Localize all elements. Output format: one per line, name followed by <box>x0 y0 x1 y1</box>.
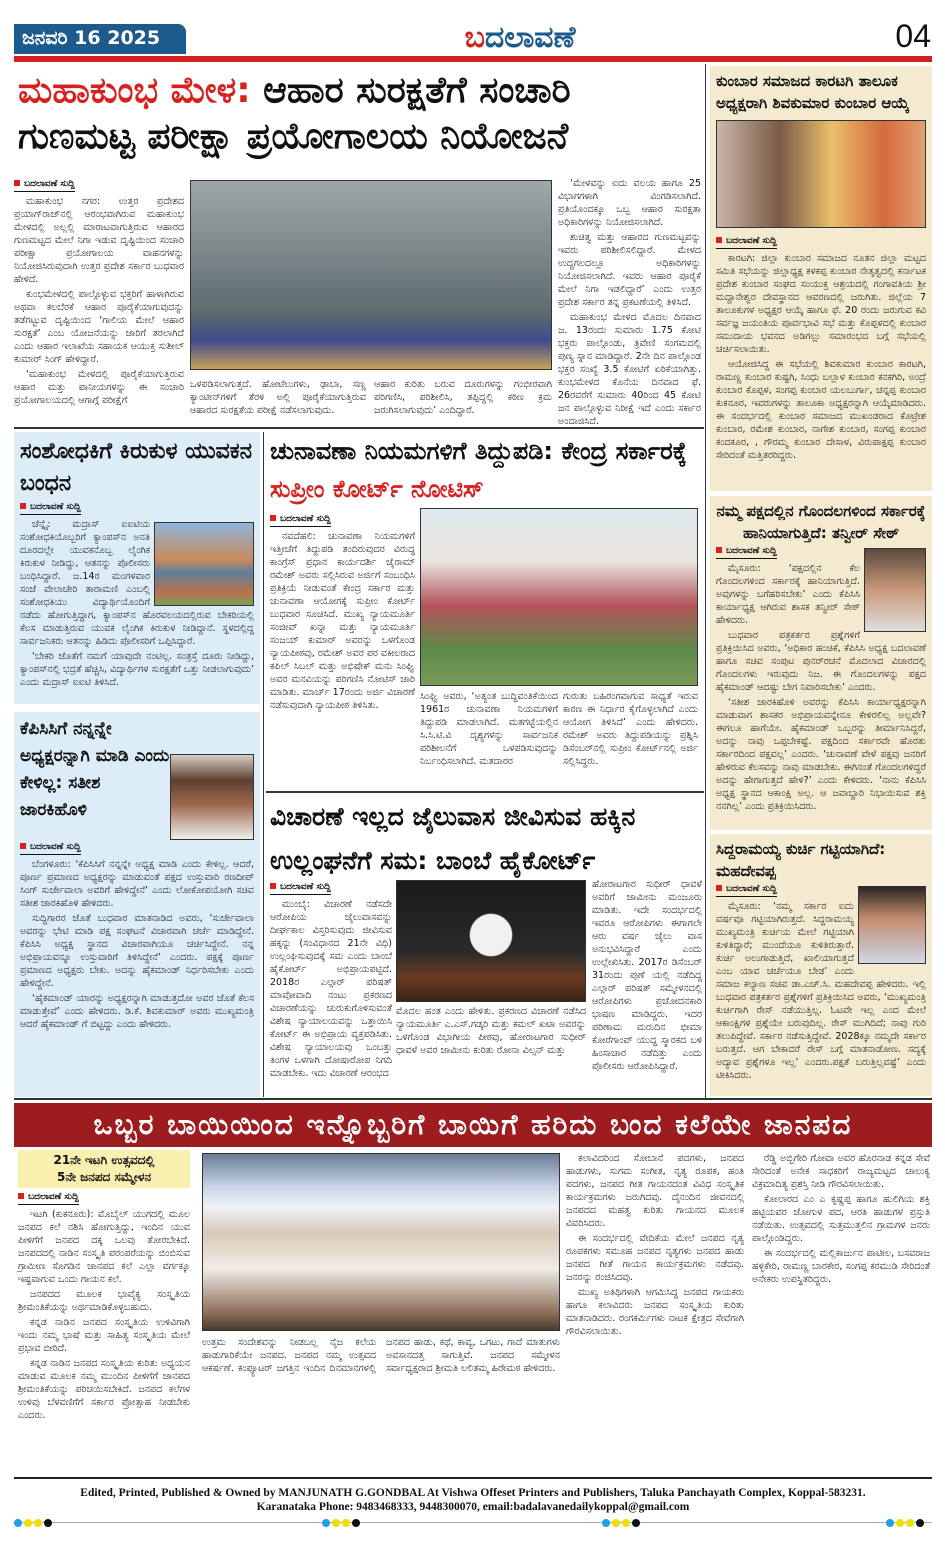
header-rule <box>14 56 932 62</box>
sc-col2: ಸಿಂಘ್ವಿ ಅವರು, ‘ಅತ್ಯಂತ ಬುದ್ಧಿವಂತಿಕೆಯಿಂದ 1961ರ ಚುನಾವಣಾ ನಿಯಮಗಳಿಗೆ ತಿದ್ದುಪಡಿ ಮಾಡಲಾಗಿದೆ. ಮತಗಟ್ಟೆಯಲ್ಲಿನ ಸಿ.ಸಿ.ಟಿ.ವಿ ದೃಶ್ಯಗಳನ್ನು ಸಾರ್ವಜನಿಕ ಪರಿಶೀಲನೆಗೆ ಒಳಪಡಿಸುವುದನ್ನು ನಿರ್ಬಂಧಿಸಲಾಗಿದೆ. ಮತದಾರರ <box>420 691 558 767</box>
folk-banner-headline: ಒಬ್ಬರ ಬಾಯಿಯಿಂದ ಇನ್ನೊಬ್ಬರಿಗೆ ಬಾಯಿಗೆ ಹರಿದು ಬಂದ ಕಲೆಯೇ ಜಾನಪದ <box>14 1103 932 1147</box>
divider <box>266 791 704 793</box>
folk-col1: ಬದಲಾವಣೆ ಸುದ್ದಿ ಇಟಗಿ (ಕುಕನೂರು): ಮೊಬೈಲ್ ಯುಗದಲ್ಲಿ ಮೂಲ ಜನಪದ ಕಲೆ ನಶಿಸಿ ಹೋಗುತ್ತಿದ್ದು, ಇಂದಿನ ಯುವ ಪೀಳಿಗೆಗೆ ಜನಪದ ದಕ್ಕ ಒಲವು ತೋರಬೇಕಿದೆ. ಜನಪದದಲ್ಲಿ ನಾಡಿನ ಸಂಸ್ಕೃತಿ ಪರಂಪರೆಯನ್ನು ಬಿಂಬಿಸುವ ಗ್ರಾಮೀಣ ಸೊಗಡಿನ ಜಾನಪದ ಕಲೆ ಎಲ್ಲಾ ವರ್ಗಕ್ಕೂ ಇಷ್ಟವಾಗುವ ಒಂದು ಗಾಯನ ಕಲೆ. ಜನಪದದ ಮೂಲಕ ಭಾವೈಕ್ಯ ಸಂಸ್ಕೃತಿಯ ಶ್ರೀಮಂತಿಕೆಯನ್ನು ಅರ್ಥಮಾಡಿಕೊಳ್ಳಬಹುದು. ಕನ್ನಡ ನಾಡಿನ ಜನಪದ ಸಂಸ್ಕೃತಿಯ ಉಳಿವಿಗಾಗಿ ಇಂದು ನಮ್ಮ ಭಾಷೆ ಮತ್ತು ಸಾಹಿತ್ಯ ಸಂಸ್ಕೃತಿಯ ಮೇಲೆ ಪ್ರಭಾವ ಬೀರಿದೆ. ಕನ್ನಡ ನಾಡಿನ ಜನಪದ ಸಂಸ್ಕೃತಿಯ ಕುರಿತು ಅಧ್ಯಯನ ಮಾಡುವ ಮೂಲಕ ನಮ್ಮ ಮುಂದಿನ ಪೀಳಿಗೆಗೆ ಜಾನಪದ ಶ್ರೀಮಂತಿಕೆಯನ್ನು ಪರಿಚಯಿಸಬೇಕಿದೆ. ಜನಪದ ಕಲೆಗಳ ಉಳಿವು ಬೆಳವಣಿಗೆಗೆ ಸರ್ಕಾರ ಪ್ರೋತ್ಸಾಹ ನೀಡಬೇಕು ಎಂದರು. <box>18 1192 190 1421</box>
iit-building-photo <box>154 522 254 606</box>
folk-col3: ಕಲಾವಿದರಿಂದ ಸೋಬಾನೆ ಪದಗಳು, ಜನಪದ ಹಾಡುಗಳು, ಸುಗಮ ಸಂಗೀತ, ನೃತ್ಯ ರೂಪಕ, ಹಂತಿ ಪದಗಳು, ಜನಪದ ಗೀತ ಗಾಯನದಂತ ವಿವಿಧ ಸಂಸ್ಕೃತಿಕ ಕಾರ್ಯಕ್ರಮಗಳು ಜರುಗಿದವು. ದೈನಂದಿನ ಜೀವನದಲ್ಲಿ ಜನಪದದ ಮಹತ್ವ ಕುರಿತು ಗಾಯನದ ಮೂಲಕ ವಿವರಿಸಿದರು. ಈ ಸಂದರ್ಭದಲ್ಲಿ ವೇದಿಕೆಯ ಮೇಲೆ ಜನಪದ ನೃತ್ಯ ರೂಪಕಗಳು ಸಮೂಹ ಜನಪದ ನೃತ್ಯಗಳು ಜನಪದ ಹಾಡು ಜನಪದ ಗೀತೆ ಗಾಯನ ಕಾರ್ಯಕ್ರಮಗಳು ನಡೆದವು. ಜನರನ್ನು ರಂಜಿಸಿದವು. ಮುಖ್ಯ ಅತಿಥಿಗಳಾಗಿ ಆಗಮಿಸಿದ್ದ ಜನಪದ ಗಾಯಕರು ಹಾಗೂ ಕಲಾವಿದರು ಜನಪದ ಸಂಸ್ಕೃತಿಯ ಕುರಿತು ಮಾತನಾಡಿದರು. ರಂಗಕರ್ಮಿಗಳು ನಾಟಕ ಕ್ಷೇತ್ರದ ಸೇವೆಗಾಗಿ ಗೌರವಿಸಲಾಯಿತು. <box>566 1153 744 1337</box>
divider <box>263 432 264 1097</box>
folk-event-photo <box>202 1153 560 1331</box>
kpcc-story: ಕೆಪಿಸಿಸಿಗೆ ನನ್ನನ್ನೇ ಅಧ್ಯಕ್ಷರನ್ನಾಗಿ ಮಾಡಿ ಎಂದು ಕೇಳಿಲ್ಲ: ಸತೀಶ ಜಾರಕಿಹೊಳಿ ಬದಲಾವಣೆ ಸುದ್ದಿ ಬೆಂಗಳೂರು: ‘ಕೆಪಿಸಿಸಿಗೆ ನನ್ನನ್ನೇ ಅಧ್ಯಕ್ಷ ಮಾಡಿ ಎಂದು ಕೇಳಿಲ್ಲ. ಆದರೆ, ಪೂರ್ಣ ಪ್ರಮಾಣದ ಅಧ್ಯಕ್ಷರನ್ನು ಮಾಡುವಂತೆ ಪಕ್ಷದ ಉಸ್ತುವಾರಿ ರಣದೀಪ್ ಸಿಂಗ್ ಸುರ್ಜೇವಾಲಾ ಅವರಿಗೆ ಹೇಳಿದ್ದೇನೆ’ ಎಂದು ಲೋಕೋಪಯೋಗಿ ಸಚಿವ ಸತೀಶ ಜಾರಕಿಹೊಳಿ ಹೇಳಿದರು. ಸುದ್ದಿಗಾರರ ಜೊತೆ ಬುಧವಾರ ಮಾತನಾಡಿದ ಅವರು, ‘ಸುರ್ಜೇವಾಲಾ ಅವರನ್ನು ಭೇಟಿ ಮಾಡಿ ಪಕ್ಷ ಸಂಘಟನೆ ವಿಚಾರವಾಗಿ ಚರ್ಚೆ ಮಾಡಿದ್ದೇನೆ. ಕೆಪಿಸಿಸಿ ಅಧ್ಯಕ್ಷ ಸ್ಥಾನದ ವಿಚಾರವಾಗಿಯೂ ಚರ್ಚಿಸಿದ್ದೇನೆ. ನನ್ನ ಅಭಿಪ್ರಾಯವನ್ನೂ ಉಸ್ತುವಾರಿಗೆ ತಿಳಿಸಿದ್ದೇನೆ’ ಎಂದರು. ಪಕ್ಷಕ್ಕೆ ಪೂರ್ಣ ಪ್ರಮಾಣದ ಅಧ್ಯಕ್ಷರು ಬೇಕು. ಅದನ್ನು ಹೈಕಮಾಂಡ್ ನಿರ್ಧರಿಸಬೇಕು ಎಂದು ಹೇಳಿದ್ದೇನೆ. ‘ಹೈಕಮಾಂಡ್ ಯಾರನ್ನು ಅಧ್ಯಕ್ಷರನ್ನಾಗಿ ಮಾಡುತ್ತದೋ ಅವರ ಜೊತೆ ಕೆಲಸ ಮಾಡುತ್ತೇವೆ’ ಎಂದು ಹೇಳಿದರು. ಡಿ.ಕೆ. ಶಿವಕುಮಾರ್ ಅವರು ಮುಖ್ಯಮಂತ್ರಿ ಆದರೆ ಹೈಕಮಾಂಡ್ ಗೆ ಬಿಟ್ಟದ್ದು ಎಂದು ಹೇಳಿದರು. <box>14 712 260 1097</box>
bombay-caption: ಮೊದಲ ಹಂತ ಎಂದು ಹೇಳಿತು. ಪ್ರಕರಣದ ವಿಚಾರಣೆ ನಡೆಸಿದ ನ್ಯಾಯಮೂರ್ತಿ ಎ.ಎಸ್.ಗಡ್ಕರಿ ಮತ್ತು ಕಮಲ್ ಖಟಾ ಅವರನ್ನು ಒಳಗೊಂಡ ವಿಭಾಗೀಯ ಪೀಠವು, ಹೋರಾಟಗಾರ ಸುಧೀರ್ ಧಾವಳೆ ಅವರ ಜಾಮೀನು ಕುರಿತು ರೋನಾ ವಿಲ್ಸನ್ ಮತ್ತು <box>396 1006 586 1056</box>
bombay-col3: ಹೋರಾಟಗಾರ ಸುಧೀರ್ ಧಾವಳೆ ಅವರಿಗೆ ಜಾಮೀನು ಮಂಜೂರು ಮಾಡಿತು. ಇದೇ ಸಂದರ್ಭದಲ್ಲಿ ಇವರೂ ಆರೋಪಿಗಳು ಈಗಾಗಲೇ ಆರು ವರ್ಷ ಜೈಲು ವಾಸ ಅನುಭವಿಸಿದ್ದಾರೆ ಎಂದು ಉಲ್ಲೇಖಿಸಿತು. 2017ರ ಡಿಸೆಂಬರ್ 31ರಂದು ಪುಣೆ ಯಲ್ಲಿ ನಡೆದಿದ್ದ ಎಲ್ಗಾರ್ ಪರಿಷತ್ ಸಮ್ಮೇಳನದಲ್ಲಿ ಆರೋಪಿಗಳು ಪ್ರಚೋದನಕಾರಿ ಭಾಷಣ ಮಾಡಿದ್ದರು. ಇದರ ಪರಿಣಾಮ ಮರುದಿನ ಭೀಮಾ ಕೋರೆಗಾಂವ್ ಯುದ್ಧ ಸ್ಮಾರಕದ ಬಳಿ ಹಿಂಸಾಚಾರ ನಡೆದಿತ್ತು ಎಂದು ಪೊಲೀಸರು ಆರೋಪಿಸಿದ್ದಾರೆ. <box>592 879 702 1072</box>
divider <box>14 427 704 429</box>
divider <box>14 1098 932 1100</box>
folk-caption: ಉತ್ತಮ ಸಂದೇಶವನ್ನು ನೀಡಬಲ್ಲ ನೈಜ ಕಲೆಯ ಹಾಡುಗಾರಿಕೆಯೇ ಜನಪದ. ಜನಪದ ನಮ್ಮ ಉತ್ಸವದ ಆಕರ್ಷಣೆ. ಕಂಪ್ಯೂಟರ್ ಜಗತ್ತಿನ ಇಂದಿನ ದಿನಮಾನಗಳಲ್ಲಿ ಜನಪದ ಹಾಡು, ಕಥೆ, ಕಾವ್ಯ, ಒಗಟು, ಗಾದೆ ಮಾತುಗಳು ಅವಸಾನದತ್ತ ಸಾಗುತ್ತಿವೆ. ಜನಪದ ಸಮ್ಮೇಳನ ಸರ್ವಾಧ್ಯಕ್ಷರಾದ ಶ್ರೀಮತಿ ಲಲಿತಮ್ಮ ಹಿರೇಮಠ ಹೇಳಿದರು. <box>202 1337 560 1374</box>
shivakumar-photo <box>716 120 926 228</box>
kumbara-story: ಕುಂಬಾರ ಸಮಾಜದ ಕಾರಟಗಿ ತಾಲೂಕ ಅಧ್ಯಕ್ಷರಾಗಿ ಶಿವಕುಮಾರ ಕುಂಬಾರ ಆಯ್ಕೆ ಬದಲಾವಣೆ ಸುದ್ದಿ ಕಾರಟಗಿ: ಜಿಲ್ಲಾ ಕುಂಬಾರ ಸಮಾಜದ ನೂತನ ಜಿಲ್ಲಾ ಮಟ್ಟದ ಸಮಿತಿ ಸಭೆಯನ್ನು ಜಿಲ್ಲಾಧ್ಯಕ್ಷ ಕಳಕಪ್ಪ ಕುಂಬಾರ ನೇತೃತ್ವದಲ್ಲಿ ಕರ್ನಾಟಕ ಪ್ರದೇಶ ಕುಂಬಾರ ಸಂಘದ ಸಂಯುಕ್ತ ಆಶ್ರಯದಲ್ಲಿ ಗಂಗಾವತಿಯ ಶ್ರೀ ಮದ್ದಾನೇಶ್ವರ ದೇವಸ್ಥಾನದ ಆವರಣದಲ್ಲಿ ಜರುಗಿತು. ಜಿಲ್ಲೆಯ 7 ತಾಲೂಕುಗಳ ಅಧ್ಯಕ್ಷರ ಆಯ್ಕೆ ಹಾಗೂ ಫೆ. 20 ರಂದು ಜರುಗುವ ಕವಿ ಸರ್ವಜ್ಞ ಜಯಂತಿಯ ಪೂರ್ವಭಾವಿ ಸಭೆ ಮತ್ತು ಕೊಪ್ಪಳದಲ್ಲಿ ಕುಂಬಾರ ಸಮುದಾಯ ಭವನದ ಅಡಿಗಲ್ಲು ಸಮಾರಂಭದ ಬಗ್ಗೆ ಸಭೆಯಲ್ಲಿ ಚರ್ಚಿಸಲಾಯಿತು. ಆಯೋಜಿಸಿದ್ದ ಈ ಸಭೆಯಲ್ಲಿ ಶಿವಕುಮಾರ ಕುಂಬಾರ ಕಾರಟಗಿ, ರಾಮಣ್ಣ ಕುಂಬಾರ ಕುಷ್ಟಗಿ, ಸಿಂಧು ಬಲ್ಲಾಳ ಕುಂಬಾರ ಕನಕಗಿರಿ, ಅಂದ್ರೆ ಕುಂಬಾರ ಕೊಪ್ಪಳ, ಸಂಗಪ್ಪ ಕುಂಬಾರ ಯಲಬುರ್ಗಾ, ಚನ್ನಪ್ಪ ಕುಂಬಾರ ಕುಕನೂರ, ಇವರುಗಳನ್ನು ತಾಲೂಕಾ ಅಧ್ಯಕ್ಷರನ್ನಾಗಿ ಆಯ್ಕೆಮಾಡಿದರು. ಈ ಸಂದರ್ಭದಲ್ಲಿ ಕುಂಬಾರ ಸಮಾಜದ ಮುಖಂಡರಾದ ಕೊಟ್ರೇಶ ಕುಂಬಾರ, ರಮೇಶ ಕುಂಬಾರ, ನಾಗೇಶ ಕುಂಬಾರ, ಸಂಗಪ್ಪ ಕುಂಬಾರ ಕಂದಕೂರ, , ಗೌರಮ್ಮ ಕುಂಬಾರ ದೇಸಾಳ, ವಿರುಪಾಕ್ಷಪ್ಪ ಕುಂಬಾರ ಸೇರಿದಂತೆ ಮತ್ತಿತರರಿದ್ದರು. <box>710 66 932 491</box>
issue-date: ಜನವರಿ 16 2025 <box>14 24 186 54</box>
siddaramaiah-story: ಸಿದ್ದರಾಮಯ್ಯ ಕುರ್ಚಿ ಗಟ್ಟಿಯಾಗಿದೆ: ಮಹದೇವಪ್ಪ ಬದಲಾವಣೆ ಸುದ್ದಿ ಮೈಸೂರು: ‘ನಮ್ಮ ಸರ್ಕಾರ ಐದು ವರ್ಷವೂ ಗಟ್ಟಿಯಾಗಿರುತ್ತದೆ. ಸಿದ್ದರಾಮಯ್ಯ ಮುಖ್ಯಮಂತ್ರಿ ಕುರ್ಚಿಯ ಮೇಲೆ ಗಟ್ಟಿಯಾಗಿ ಕುಳಿತಿದ್ದಾರೆ; ಮುಂದೆಯೂ ಕುಳಿತಿರುತ್ತಾರೆ. ಕುರ್ಚಿ ಅಲುಗಾಡುತ್ತಿದೆ, ಖಾಲಿಯಾಗುತ್ತದೆ ಎಂಬ ಯಾವ ಚರ್ಚೆಯೂ ಬೇಡ’ ಎಂದು ಸಮಾಜ ಕಲ್ಯಾಣ ಸಚಿವ ಡಾ.ಎಚ್.ಸಿ. ಮಹದೇವಪ್ಪ ಹೇಳಿದರು. ಇಲ್ಲಿ ಬುಧವಾರ ಪತ್ರಕರ್ತರ ಪ್ರಶ್ನೆಗಳಿಗೆ ಪ್ರತಿಕ್ರಿಯಿಸಿದ ಅವರು, ‘ಮುಖ್ಯಮಂತ್ರಿ ಕುರ್ಚಿಗಾಗಿ ರೇಸ್ ನಡೆಯುತ್ತಿಲ್ಲ. ಓಟವೇ ಇಲ್ಲ ಎಂದ ಮೇಲೆ ಆಕಾಂಕ್ಷಿಗಳ ಪ್ರಶ್ನೆಯೇ ಬರುವುದಿಲ್ಲ. ರೇಸ್ ಮುಗಿದಿದೆ; ನಾವು ಗುರಿ ತಲುಪಿದ್ದೇವೆ. ಸರ್ಕಾರ ನಡೆಸುತ್ತಿದ್ದೇವೆ. 2028ಕ್ಕೂ ನಮ್ಮದೇ ಸರ್ಕಾರ ಬರುತ್ತದೆ. ಆಗ ಬೇಕಾದರೆ ರೇಸ್ ಬಗ್ಗೆ ಮಾತನಾಡೋಣ. ಸದ್ಯಕ್ಕೆ ಅದ್ಯಾವ ಪ್ರಶ್ನೆಗಳೂ ಇಲ್ಲ’ ಎಂದರು.ಪಕ್ಷತೆ ಬರುತ್ತಿಲ್ಲವಷ್ಟೆ’ ಎಂದು ಟೀಕಿಸಿದರು. <box>710 834 932 1096</box>
tanveer-story: ನಮ್ಮ ಪಕ್ಷದಲ್ಲಿನ ಗೊಂದಲಗಳಿಂದ ಸರ್ಕಾರಕ್ಕೆ ಹಾನಿಯಾಗುತ್ತಿದೆ: ತನ್ವೀರ್ ಸೇಠ್ ಬದಲಾವಣೆ ಸುದ್ದಿ ಮೈಸೂರು: ‘ಪಕ್ಷದಲ್ಲಿನ ಕೆಲ ಗೊಂದಲಗಳಿಂದ ಸರ್ಕಾರಕ್ಕೆ ಹಾನಿಯಾಗುತ್ತಿದೆ. ಅವುಗಳನ್ನು ಬಗೆಹರಿಸಬೇಕು’ ಎಂದು ಕೆಪಿಸಿಸಿ ಕಾರ್ಯಾಧ್ಯಕ್ಷ ಆಗಿರುವ ಶಾಸಕ ತನ್ವೀರ್ ಸೇಠ್ ಹೇಳಿದರು. ಬುಧವಾರ ಪತ್ರಕರ್ತರ ಪ್ರಶ್ನೆಗಳಿಗೆ ಪ್ರತಿಕ್ರಿಯಿಸಿದ ಅವರು, ‘ಅಧಿಕಾರ ಹಂಚಿಕೆ, ಕೆಪಿಸಿಸಿ ಅಧ್ಯಕ್ಷ ಬದಲಾವಣೆ ಹಾಗೂ ಸಚಿವ ಸಂಪುಟ ಪುನರ್‌ರಚನೆ ಮೊದಲಾದ ವಿಚಾರದಲ್ಲಿ ಗೊಂದಲಗಳು ಇರುವುದು ನಿಜ. ಈ ಗೊಂದಲಗಳನ್ನು ಪಕ್ಷದ ಹೈಕಮಾಂಡ್ ಆದಷ್ಟು ಬೇಗ ನಿವಾರಿಸಬೇಕು’ ಎಂದರು. ‘ಸತೀಶ ಜಾರಕಿಹೊಳಿ ಅವರನ್ನು ಕೆಪಿಸಿಸಿ ಕಾರ್ಯಾಧ್ಯಕ್ಷರನ್ನಾಗಿ ಮಾಡುವಾಗ ಶಾಸಕರ ಅಭಿಪ್ರಾಯವನ್ನೇನೂ ಕೇಳಿರಲಿಲ್ಲ ಅಲ್ಲವೇ? ಈಗಲೂ ಹಾಗೆಯೇ. ಹೈಕಮಾಂಡ್ ಒಬ್ಬರನ್ನು ತೀರ್ಮಾನಿಸಿದ್ದರೆ, ಅದನ್ನು ನಾವು ಒಪ್ಪಬೇಕಷ್ಟೆ. ಪಕ್ಷದಿಂದ ಸರ್ಕಾರವೇ ಹೊರತು ಸರ್ಕಾರದಿಂದ ಪಕ್ಷವಲ್ಲ’ ಎಂದರು. ‘ಚುನಾವಣೆ ವೇಳೆ ಪಕ್ಷವು ಜನರಿಗೆ ಹೇಳಿರುವ ಕೆಲಸವನ್ನು ನಾವು ಮಾಡಬೇಕು. ಈಗಿನಂತೆ ಗೊಂದಲಗಳಿದ್ದರೆ ಅದನ್ನು ಹೇಗಾಗುತ್ತದೆ ಹೇಳಿ?’ ಎಂದು ಕೇಳಿದರು. ‘ನಾನು ಕೆಪಿಸಿಸಿ ಅಧ್ಯಕ್ಷ ಸ್ಥಾನದ ಆಕಾಂಕ್ಷಿ ಅಲ್ಲ. ಆ ಜವಾಬ್ದಾರಿ ನಿಭಾಯಿಸುವ ಶಕ್ತಿ ನನಗಿಲ್ಲ’ ಎಂದು ಪ್ರತಿಕ್ರಿಯಿಸಿದರು. <box>710 496 932 830</box>
registration-marks <box>14 1519 52 1527</box>
lead-photo-caption-1: ಒಳಪಡಿಸಲಾಗುತ್ತದೆ. ಹೋಟೆಲುಗಳು, ಢಾಬಾ, ಸಣ್ಣ ಕ್ಯಾಂಟೀನ್‌ಗಳಿಗೆ ತೆರಳಿ ಅಲ್ಲಿ ಪೂರೈಕೆಯಾಗುತ್ತಿರುವ ಆಹಾರದ ಸುರಕ್ಷತೆಯ ಪರೀಕ್ಷೆ ನಡೆಸಲಾಗುವುದು. <box>190 379 366 416</box>
lead-photo-caption-2: ಆಹಾರ ಕುರಿತು ಬರುವ ದೂರುಗಳನ್ನು ಗಂಭೀರವಾಗಿ ಪರಿಗಣಿಸಿ, ಪರಿಶೀಲಿಸಿ, ತಪ್ಪಿದ್ದಲ್ಲಿ ಕಠಿಣ ಕ್ರಮ ಜರುಗಿಸಲಾಗುವುದು’ ಎಂದಿದ್ದಾರೆ. <box>374 379 552 416</box>
lead-col3: ‘ಮೇಳವನ್ನು ಐದು ವಲಯ ಹಾಗೂ 25 ವಿಭಾಗಗಳಾಗಿ ವಿಂಗಡಿಸಲಾಗಿದೆ. ಪ್ರತಿಯೊಂದಕ್ಕೂ ಒಬ್ಬ ಆಹಾರ ಸುರಕ್ಷತಾ ಅಧಿಕಾರಿಗಳನ್ನು ನಿಯೋಜಿಸಲಾಗಿದೆ. ಶುಚಿತ್ವ ಮತ್ತು ಆಹಾರದ ಗುಣಮಟ್ಟವನ್ನು ಇವರು ಪರಿಶೀಲಿಸಲಿದ್ದಾರೆ. ಮೇಳದ ಉದ್ದಗಲದಲ್ಲೂ ಅಧಿಕಾರಿಗಳನ್ನು ನಿಯೋಜಿಸಲಾಗಿದೆ. ಇವರು ಆಹಾರ ಪೂರೈಕೆ ಮೇಲೆ ನಿಗಾ ಇಡಲಿದ್ದಾರೆ’ ಎಂದು ಉತ್ತರ ಪ್ರದೇಶ ಸರ್ಕಾರ ತನ್ನ ಪ್ರಕಟಣೆಯಲ್ಲಿ ತಿಳಿಸಿದೆ. ಮಹಾಕುಂಭ ಮೇಳದ ಮೊದಲ ದಿನವಾದ ಜ. 13ರಂದು ಸುಮಾರು 1.75 ಕೋಟಿ ಭಕ್ತರು ಪಾಲ್ಗೊಂಡು, ತ್ರಿವೇಣಿ ಸಂಗಮದಲ್ಲಿ ಪುಣ್ಯ ಸ್ನಾನ ಮಾಡಿದ್ದಾರೆ. 2ನೇ ದಿನ ಪಾಲ್ಗೊಂಡ ಭಕ್ತರ ಸಂಖ್ಯೆ 3.5 ಕೋಟಿಗೆ ಏರಿಕೆಯಾಗಿತ್ತು. ಕುಂಭಮೇಳದ ಕೊನೆಯ ದಿನವಾದ ಫೆ. 26ರವರೆಗೆ ಸುಮಾರು 40ರಿಂದ 45 ಕೋಟಿ ಜನ ಪಾಲ್ಗೊಳ್ಳುವ ನಿರೀಕ್ಷೆ ಇದೆ ಎಂದು ಸರ್ಕಾರ ಅಂದಾಜಿಸಿದೆ. <box>558 178 701 427</box>
lead-col1: ಬದಲಾವಣೆ ಸುದ್ದಿ ಮಹಾಕುಂಭ ನಗರ: ಉತ್ತರ ಪ್ರದೇಶದ ಪ್ರಯಾಗ್‌ರಾಜ್‌ನಲ್ಲಿ ಆರಂಭವಾಗಿರುವ ಮಹಾಕುಂಭ ಮೇಳದಲ್ಲಿ ಅಲ್ಲಲ್ಲಿ ಮಾರಾಟವಾಗುತ್ತಿರುವ ಆಹಾರದ ಗುಣಮಟ್ಟದ ಮೇಲೆ ನಿಗಾ ಇಡುವ ದೃಷ್ಟಿಯಿಂದ ಸಂಚಾರಿ ಪರೀಕ್ಷಾ ಪ್ರಯೋಗಾಲಯ ವಾಹನಗಳನ್ನು ನಿಯೋಜಿಸಿರುವುದಾಗಿ ಉತ್ತರ ಪ್ರದೇಶ ಸರ್ಕಾರ ಬುಧವಾರ ಹೇಳಿದೆ. ಕುಂಭಮೇಳದಲ್ಲಿ ಪಾಲ್ಗೊಳ್ಳುವ ಭಕ್ತರಿಗೆ ಹಾಳಾಗಿರುವ ಅಥವಾ ಕಲಬೆರಕೆ ಆಹಾರ ಪೂರೈಕೆಯಾಗುವುದನ್ನು ತಡೆಗಟ್ಟುವ ದೃಷ್ಟಿಯಿಂದ ‘ಗಾಲಿಯ ಮೇಲೆ ಆಹಾರ ಸುರಕ್ಷತೆ’ ಎಂಬ ಯೋಜನೆಯನ್ನು ಜಾರಿಗೆ ತರಲಾಗಿದೆ ಎಂದು ಆಹಾರ ಇಲಾಖೆಯ ಸಹಾಯಕ ಆಯುಕ್ತ ಸುಶೀಲ್ ಕುಮಾರ್ ಸಿಂಗ್ ಹೇಳಿದ್ದಾರೆ. ‘ಮಹಾಕುಂಭ ಮೇಳದಲ್ಲಿ ಪೂರೈಕೆಯಾಗುತ್ತಿರುವ ಆಹಾರ ಮತ್ತು ಪಾನೀಯಗಳನ್ನು ಈ ಸಂಚಾರಿ ಪ್ರಯೋಗಾಲಯದಲ್ಲಿ ಆಗಾಗ್ಗೆ ಪರೀಕ್ಷೆಗೆ <box>14 179 184 406</box>
research-story: ಸಂಶೋಧಕಿಗೆ ಕಿರುಕುಳ ಯುವಕನ ಬಂಧನ ಬದಲಾವಣೆ ಸುದ್ದಿ ಚೆನ್ನೈ: ಮದ್ರಾಸ್ ಐಐಟಿಯ ಸಂಶೋಧಕಿಯೊಬ್ಬರಿಗೆ ಕ್ಯಾಂಪಸ್‌ನ ಅನತಿ ದೂರದಲ್ಲೇ ಯುವಕನೊಬ್ಬ ಲೈಂಗಿಕ ಕಿರುಕುಳ ನೀಡಿದ್ದು, ಆತನನ್ನು ಪೊಲೀಸರು ಬಂಧಿಸಿದ್ದಾರೆ. ಜ.14ರ ಮಂಗಳವಾರ ಸಂಜೆ ವೇಲಾಚೇರಿ ತಾರಾಮಣಿ ಎಂಬಲ್ಲಿ ಸಂಶೋಧಕಿಯು ವಿದ್ಯಾರ್ಥಿಯೊಂದಿಗೆ ನಡೆದು ಹೋಗುತ್ತಿದ್ದಾಗ, ಕ್ಯಾಂಪಸ್‌ನ ಹೊರವಲಯದಲ್ಲಿರುವ ಬೇಕರಿಯಲ್ಲಿ ಕೆಲಸ ಮಾಡುತ್ತಿರುವ ಯುವಕ ಲೈಂಗಿಕ ಕಿರುಕುಳ ನೀಡಿದ್ದಾನೆ. ಸ್ಥಳದಲ್ಲಿದ್ದ ಸಾರ್ವಜನಿಕರು ಆತನನ್ನು ಹಿಡಿದು ಪೊಲೀಸರಿಗೆ ಒಪ್ಪಿಸಿದ್ದಾರೆ. ‘ಬೇಕರಿ ಜೊತೆಗೆ ನಮಗೆ ಯಾವುದೇ ನಂಟಿಲ್ಲ. ಸಂತ್ರಸ್ತೆ ದೂರು ನೀಡಿದ್ದು, ಕ್ಯಾಂಪಸ್‌ನಲ್ಲಿ ಭದ್ರತೆ ಹೆಚ್ಚಿಸಿ, ವಿದ್ಯಾರ್ಥಿಗಳ ಸುರಕ್ಷತೆಗೆ ಒತ್ತು ನೀಡಲಾಗುವುದು’ ಎಂದು ಮದ್ರಾಸ್ ಐಐಟಿ ತಿಳಿಸಿದೆ. <box>14 432 260 704</box>
imprint-line: Edited, Printed, Published & Owned by MANJUNATH G.GONDBAL At Vishwa Offeset Printers and Publishers, Taluka Panchayath Complex, Koppal-583231. Karanataka Phone: 9483468333, 9448300070, email:badalavanedailykoppal@gmail.com <box>80 1487 866 1513</box>
tanveer-sait-photo <box>864 548 926 632</box>
supreme-court-photo <box>420 508 698 686</box>
folk-subhead: 21ನೇ ಇಟಗಿ ಉತ್ಸವದಲ್ಲಿ 5ನೇ ಜನಪದ ಸಮ್ಮೇಳನ <box>18 1150 190 1188</box>
registration-marks <box>602 1519 640 1527</box>
registration-rule <box>14 1522 932 1523</box>
kumbara-headline: ಕುಂಬಾರ ಸಮಾಜದ ಕಾರಟಗಿ ತಾಲೂಕ ಅಧ್ಯಕ್ಷರಾಗಿ ಶಿವಕುಮಾರ ಕುಂಬಾರ ಆಯ್ಕೆ <box>716 72 910 112</box>
registration-marks <box>886 1519 924 1527</box>
page-number: 04 <box>895 18 931 54</box>
lead-headline: ಮಹಾಕುಂಭ ಮೇಳ: ಆಹಾರ ಸುರಕ್ಷತೆಗೆ ಸಂಚಾರಿ ಗುಣಮಟ್ಟ ಪರೀಕ್ಷಾ ಪ್ರಯೋಗಾಲಯ ನಿಯೋಜನೆ <box>18 70 571 157</box>
kumbh-bathers-photo <box>190 180 552 370</box>
bombay-hc-headline: ವಿಚಾರಣೆ ಇಲ್ಲದ ಜೈಲುವಾಸ ಜೀವಿಸುವ ಹಕ್ಕಿನ ಉಲ್ಲಂಘನೆಗೆ ಸಮ: ಬಾಂಬೆ ಹೈಕೋರ್ಟ್ <box>270 802 636 875</box>
mahadevappa-photo <box>858 886 926 964</box>
gavel-photo <box>396 880 586 1002</box>
registration-marks <box>322 1519 360 1527</box>
divider <box>705 64 706 1099</box>
bombay-col1: ಬದಲಾವಣೆ ಸುದ್ದಿ ಮುಂಬೈ: ವಿಚಾರಣೆ ನಡೆಸದೇ ಆರೋಪಿಯ ಜೈಲುವಾಸವನ್ನು ದೀರ್ಘಕಾಲ ವಿಸ್ತರಿಸುವುದು ಜೀವಿಸುವ ಹಕ್ಕನ್ನು (ಸಂವಿಧಾನದ 21ನೇ ವಿಧಿ) ಉಲ್ಲಂಘಿಸುವುದಕ್ಕೆ ಸಮ ಎಂದು ಬಾಂಬೆ ಹೈಕೋರ್ಟ್ ಅಭಿಪ್ರಾಯಪಟ್ಟಿದೆ. 2018ರ ಎಲ್ಗಾರ್ ಪರಿಷತ್ ಮಾವೋವಾದಿ ನಂಟು ಪ್ರಕರಣದ ವಿಚಾರಣೆಯನ್ನು ಚುರುಕುಗೊಳಿಸುವಂತೆ ವಿಶೇಷ ನ್ಯಾಯಾಲಯವನ್ನು ಒತ್ತಾಯಿಸಿ ಕೋರ್ಟ್ ಈ ಅಭಿಪ್ರಾಯ ವ್ಯಕ್ತಪಡಿಸಿತು. ವಿಶೇಷ ನ್ಯಾಯಾಲಯವು ಒಂಬತ್ತು ತಿಂಗಳ ಒಳಗಾಗಿ ದೋಷಾರೋಪ ನಿಗದಿ ಮಾಡಬೇಕು. ಇದು ವಿಚಾರಣೆ ಆರಂಭದ <box>270 882 392 1079</box>
siddaramaiah-headline: ಸಿದ್ದರಾಮಯ್ಯ ಕುರ್ಚಿ ಗಟ್ಟಿಯಾಗಿದೆ: ಮಹದೇವಪ್ಪ <box>716 840 886 880</box>
masthead-logo: ಬದಲಾವಣೆ <box>464 20 576 55</box>
tanveer-headline: ನಮ್ಮ ಪಕ್ಷದಲ್ಲಿನ ಗೊಂದಲಗಳಿಂದ ಸರ್ಕಾರಕ್ಕೆ ಹಾನಿಯಾಗುತ್ತಿದೆ: ತನ್ವೀರ್ ಸೇಠ್ <box>716 502 926 542</box>
sc-col1: ಬದಲಾವಣೆ ಸುದ್ದಿ ನವದೆಹಲಿ: ಚುನಾವಣಾ ನಿಯಮಗಳಿಗೆ ಇತ್ತೀಚೆಗೆ ತಿದ್ದುಪಡಿ ತಂದಿರುವುದರ ವಿರುದ್ಧ ಕಾಂಗ್ರೆಸ್ ಪ್ರಧಾನ ಕಾರ್ಯದರ್ಶಿ ಜೈರಾಮ್ ರಮೇಶ್ ಅವರು ಸಲ್ಲಿಸಿರುವ ಅರ್ಜಿಗೆ ಸಂಬಂಧಿಸಿ ಪ್ರತಿಕ್ರಿಯೆ ನೀಡುವಂತೆ ಕೇಂದ್ರ ಸರ್ಕಾರ ಮತ್ತು ಚುನಾವಣಾ ಆಯೋಗಕ್ಕೆ ಸುಪ್ರೀಂ ಕೋರ್ಟ್ ಬುಧವಾರ ಸೂಚಿಸಿದೆ. ಮುಖ್ಯ ನ್ಯಾಯಮೂರ್ತಿ ಸಂಜೀವ್ ಖನ್ನಾ ಮತ್ತು ನ್ಯಾಯಮೂರ್ತಿ ಸಂಜಯ್ ಕುಮಾರ್ ಅವರನ್ನು ಒಳಗೊಂಡ ನ್ಯಾಯಪೀಠವು, ರಮೇಶ್ ಅವರ ಪರ ವಕೀಲರಾದ ಕಪಿಲ್ ಸಿಬಲ್ ಮತ್ತು ಅಭಿಷೇಕ್ ಮನು ಸಿಂಘ್ವಿ ಅವರ ಮನವಿಯನ್ನು ಪರಿಗಣಿಸಿ ನೋಟಿಸ್ ಜಾರಿ ಮಾಡಿತು. ಮಾರ್ಚ್ 17ರಂದು ಅರ್ಜಿ ವಿಚಾರಣೆ ನಡೆಸುವುದಾಗಿ ನ್ಯಾಯಪೀಠ ತಿಳಿಸಿತು. <box>270 514 415 711</box>
sc-col3: ಗುರುತು ಬಹಿರಂಗವಾಗುವ ಸಾಧ್ಯತೆ ಇರುವ ಕಾರಣ ಈ ನಿರ್ಧಾರ ಕೈಗೊಳ್ಳಲಾಗಿದೆ ಎಂದು ಆಯೋಗ ತಿಳಿಸಿದೆ’ ಎಂದು ಹೇಳಿದರು. ರಮೇಶ್ ಅವರು ತಿದ್ದುಪಡಿಯನ್ನು ಪ್ರಶ್ನಿಸಿ ಡಿಸೆಂಬರ್‌ನಲ್ಲಿ ಸುಪ್ರೀಂ ಕೋರ್ಟ್‌ನಲ್ಲಿ ಅರ್ಜಿ ಸಲ್ಲಿಸಿದ್ದರು. <box>563 691 698 767</box>
research-headline: ಸಂಶೋಧಕಿಗೆ ಕಿರುಕುಳ ಯುವಕನ ಬಂಧನ <box>20 439 252 496</box>
folk-col4: ರೆಡ್ಡಿ ಅಬ್ಬಿಗೇರಿ ಗೋವಾ ಅವರ ಹೊರನಾಡ ಕನ್ನಡ ಸೇವೆ ಸೇರಿದಂತೆ ಅನೇಕ ಸಾಧಕರಿಗೆ ರಾಜ್ಯಮಟ್ಟದ ಚಾಲುಕ್ಯ ವಿಕ್ರಮಾದಿತ್ಯ ಪ್ರಶಸ್ತಿ ನೀಡಿ ಗೌರವಿಸಲಾಯಿತು. ಕೋಲಾರದ ಎಂ ಎ ಕೃಷ್ಣಪ್ಪ ಹಾಗೂ ಹುಲಿಗಿಯ ಶಕ್ತಿ ಹಟ್ಟಿಯವರ ಜೋಗುಳ ಪದ, ಆರತಿ ಹಾಡುಗಳ ಪ್ರಸ್ತುತಿ ನಡೆಯಿತು. ಉತ್ಸವದಲ್ಲಿ ಸುತ್ತಮುತ್ತಲಿನ ಗ್ರಾಮಗಳ ಜನರು ಪಾಲ್ಗೊಂಡಿದ್ದರು. ಈ ಸಂದರ್ಭದಲ್ಲಿ ಮಲ್ಲಿಕಾರ್ಜುನ ಪಾಟೀಲ, ಬಸವರಾಜ ಹಳ್ಳಿಕೇರಿ, ರಾಮಣ್ಣ ಬಾರಕೇರ, ಸಂಗಪ್ಪ ಕರಮುಡಿ ಸೇರಿದಂತೆ ಅನೇಕರು ಉಪಸ್ಥಿತರಿದ್ದರು. <box>752 1153 930 1285</box>
supreme-court-headline: ಚುನಾವಣಾ ನಿಯಮಗಳಿಗೆ ತಿದ್ದುಪಡಿ: ಕೇಂದ್ರ ಸರ್ಕಾರಕ್ಕೆ ಸುಪ್ರೀಂ ಕೋರ್ಟ್ ನೋಟಿಸ್ <box>270 437 687 503</box>
footer-rule <box>14 1477 932 1479</box>
kpcc-headline: ಕೆಪಿಸಿಸಿಗೆ ನನ್ನನ್ನೇ ಅಧ್ಯಕ್ಷರನ್ನಾಗಿ ಮಾಡಿ ಎಂದು ಕೇಳಿಲ್ಲ: ಸತೀಶ ಜಾರಕಿಹೊಳಿ <box>20 719 170 820</box>
satish-jarkiholi-photo <box>170 754 254 840</box>
